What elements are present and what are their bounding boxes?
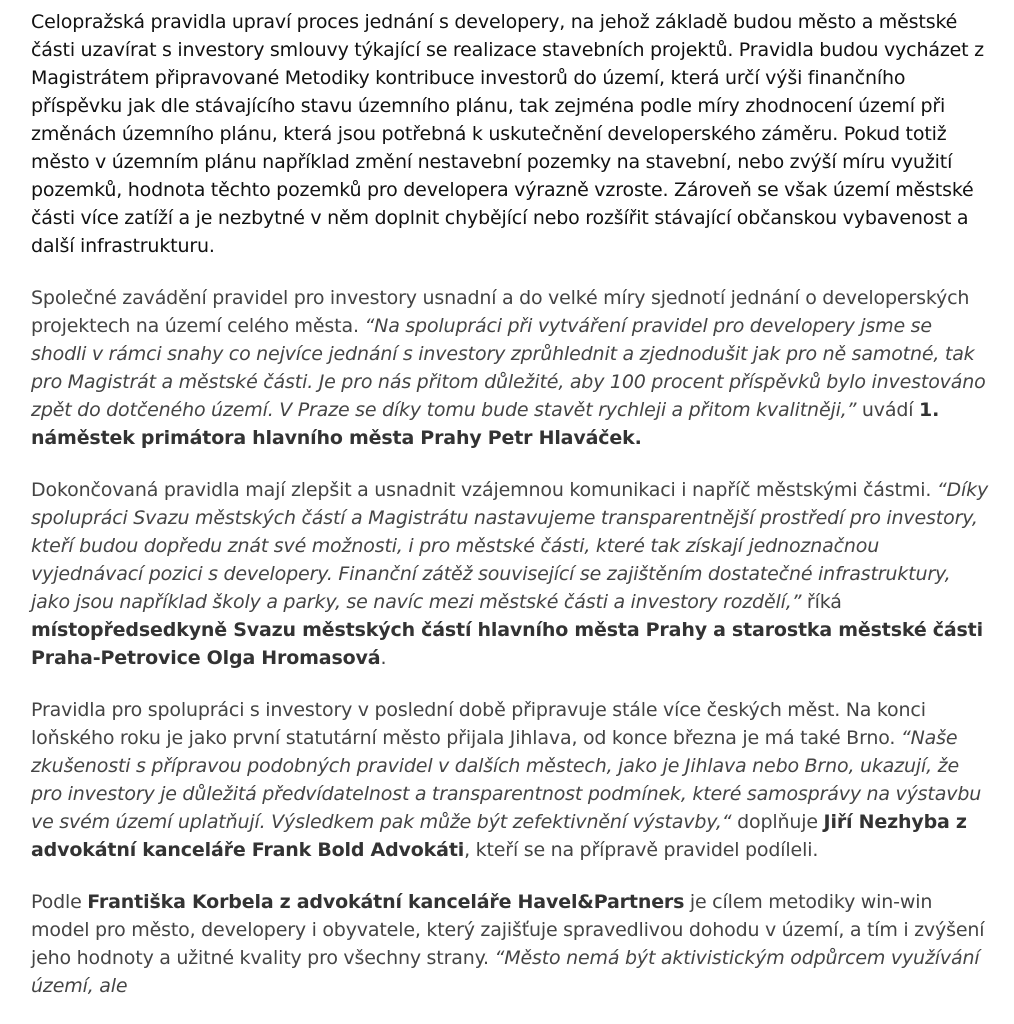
paragraph-4: [31, 696, 989, 864]
quote-nezhyba: “Naše zkušenosti s přípravou podobných pravidel v dalších městech, jako je Jihlava nebo Brno, ukazují, že pro investory je důležitá předvídatelnost a transparentnost podmínek, které samosprávy na výstavbu ve svém území uplatňují. Výsledkem pak může být zefektivnění výstavby,“: [31, 727, 982, 833]
paragraph-5: [31, 888, 989, 1000]
paragraph-3: [31, 476, 989, 672]
speaker-korbel: Františka Korbela z advokátní kanceláře Havel&Partners: [87, 891, 685, 913]
paragraph-5-intro: Podle: [31, 891, 88, 913]
paragraph-1: [31, 8, 989, 260]
paragraph-4-end: , kteří se na přípravě pravidel podíleli.: [464, 839, 819, 861]
article-body: [31, 8, 989, 1024]
speaker-hlavacek: 1. náměstek primátora hlavního města Prahy Petr Hlaváček.: [31, 399, 940, 449]
paragraph-4-verb: doplňuje: [731, 811, 824, 833]
paragraph-3-end: .: [380, 647, 387, 669]
speaker-hromasova: místopředsedkyně Svazu městských částí hlavního města Prahy a starostka městské části Praha-Petrovice Olga Hromasová: [31, 619, 983, 669]
quote-hlavacek: “Na spolupráci při vytváření pravidel pro developery jsme se shodli v rámci snahy co nejvíce jednání s investory zprůhlednit a zjednodušit jak pro ně samotné, tak pro Magistrát a městské části. Je pro nás přitom důležité, aby 100 procent příspěvků bylo investováno zpět do dotčeného území. V Praze se díky tomu bude stavět rychleji a přitom kvalitněji,”: [31, 315, 986, 421]
paragraph-3-intro: Dokončovaná pravidla mají zlepšit a usnadnit vzájemnou komunikaci i napříč městskými částmi.: [31, 479, 937, 501]
paragraph-4-intro: Pravidla pro spolupráci s investory v poslední době připravuje stále více českých měst. Na konci loňského roku je jako první statutární město přijala Jihlava, od konce března je má také Brno.: [31, 699, 926, 749]
speaker-nezhyba: Jiří Nezhyba z advokátní kanceláře Frank Bold Advokáti: [31, 811, 967, 861]
quote-hromasova: “Díky spolupráci Svazu městských částí a Magistrátu nastavujeme transparentnější prostředí pro investory, kteří budou dopředu znát své možnosti, i pro městské části, které tak získají jednoznačnou vyjednávací pozici s developery. Finanční zátěž související se zajištěním dostatečné infrastruktury, jako jsou například školy a parky, se navíc mezi městské části a investory rozdělí,”: [31, 479, 989, 613]
paragraph-1-text: Celopražská pravidla upraví proces jednání s developery, na jehož základě budou město a městské části uzavírat s investory smlouvy týkající se realizace stavebních projektů. Pravidla budou vycházet z Magistrátem připravované Metodiky kontribuce investorů do území, která určí výši finančního příspěvku jak dle stávajícího stavu územního plánu, tak zejména podle míry zhodnocení území při změnách územního plánu, která jsou potřebná k uskutečnění developerského záměru. Pokud totiž město v územním plánu například změní nestavební pozemky na stavební, nebo zvýší míru využití pozemků, hodnota těchto pozemků pro developera výrazně vzroste. Zároveň se však území městské části více zatíží a je nezbytné v něm doplnit chybějící nebo rozšířit stávající občanskou vybavenost a další infrastrukturu.: [31, 11, 984, 257]
paragraph-3-verb: říká: [801, 591, 842, 613]
paragraph-2: [31, 284, 989, 452]
quote-korbel: “Město nemá být aktivistickým odpůrcem využívání území, ale: [31, 947, 980, 997]
paragraph-2-intro: Společné zavádění pravidel pro investory usnadní a do velké míry sjednotí jednání o developerských projektech na území celého města.: [31, 287, 970, 337]
paragraph-5-middle: je cílem metodiky win-win model pro město, developery i obyvatele, který zajišťuje spravedlivou dohodu v území, a tím i zvýšení jeho hodnoty a užitné kvality pro všechny strany.: [31, 891, 985, 969]
paragraph-2-verb: uvádí: [856, 399, 920, 421]
